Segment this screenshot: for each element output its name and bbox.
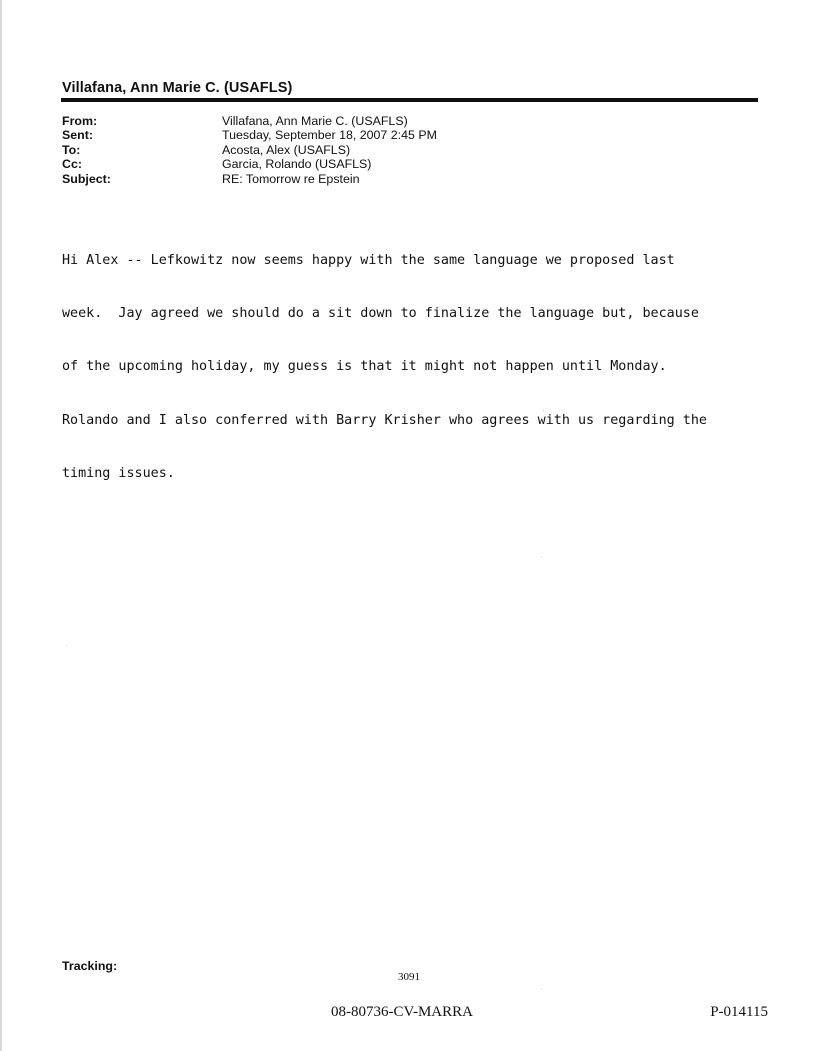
body-line: Hi Alex -- Lefkowitz now seems happy with the same language we proposed last	[62, 252, 675, 268]
case-number: 08-80736-CV-MARRA	[331, 1004, 473, 1020]
scan-speck	[541, 556, 542, 557]
scan-speck	[541, 988, 542, 989]
cc-label: Cc:	[62, 157, 82, 172]
page-edge	[0, 0, 2, 1051]
body-line: of the upcoming holiday, my guess is that it might not happen until Monday.	[62, 359, 667, 375]
body-line: timing issues.	[62, 466, 175, 482]
subject-value: RE: Tomorrow re Epstein	[222, 171, 360, 186]
to-value: Acosta, Alex (USAFLS)	[222, 142, 351, 157]
from-label: From:	[62, 114, 98, 128]
subject-label: Subject:	[62, 171, 111, 186]
body-line: week. Jay agreed we should do a sit down to finalize the language but, because	[62, 305, 699, 321]
to-label: To:	[62, 142, 81, 157]
page-number: 3091	[398, 971, 420, 983]
tracking-label: Tracking:	[62, 959, 118, 973]
sent-value: Tuesday, September 18, 2007 2:45 PM	[222, 128, 437, 143]
from-value: Villafana, Ann Marie C. (USAFLS)	[222, 114, 408, 128]
body-line: Rolando and I also conferred with Barry Krisher who agrees with us regarding the	[62, 412, 707, 428]
bates-number: P-014115	[710, 1004, 768, 1020]
scan-speck	[543, 410, 544, 411]
scan-speck	[66, 645, 67, 646]
cc-value: Garcia, Rolando (USAFLS)	[222, 157, 372, 172]
header-divider	[61, 98, 758, 102]
message-body	[62, 216, 762, 501]
sent-label: Sent:	[62, 128, 93, 143]
mailbox-owner-heading: Villafana, Ann Marie C. (USAFLS)	[62, 80, 293, 96]
